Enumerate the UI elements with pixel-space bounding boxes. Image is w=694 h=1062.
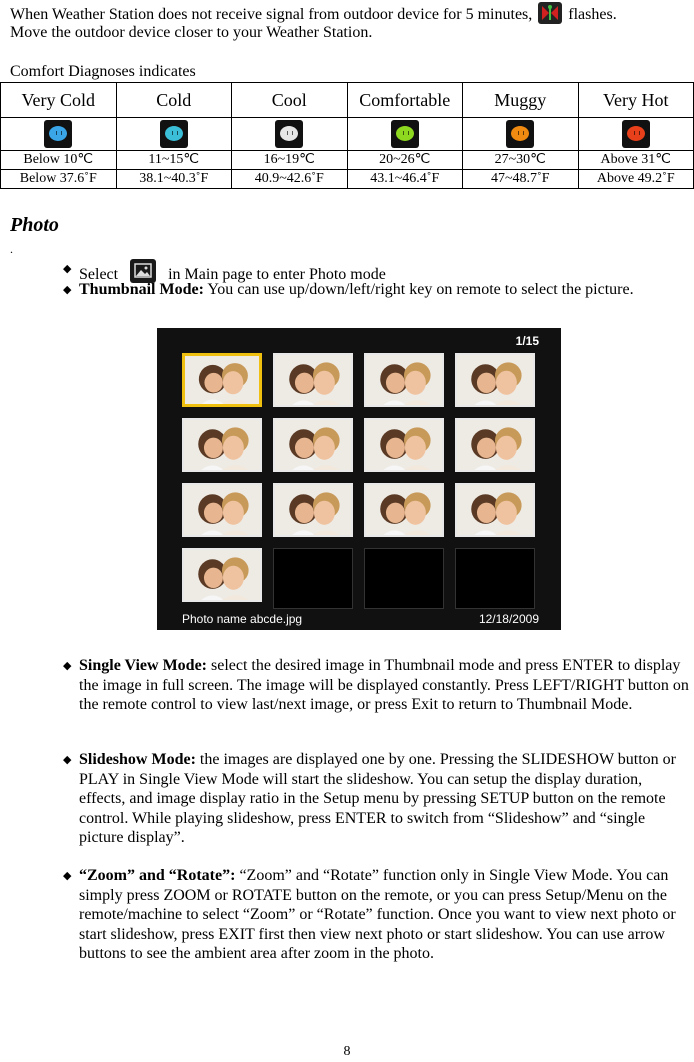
- slideshow-item: [79, 750, 691, 848]
- fahrenheit-cell: Above 49.2˚F: [578, 170, 694, 189]
- page-number: 8: [343, 1044, 351, 1059]
- select-after: in Main page to enter Photo mode: [168, 266, 386, 283]
- intro-text-before: When Weather Station does not receive signal from outdoor device for 5 minutes,: [10, 6, 533, 23]
- section-dot: .: [10, 242, 13, 256]
- single-view-title: Single View Mode:: [79, 657, 207, 674]
- thumbnail-screen: [157, 328, 561, 630]
- single-view-text: select the desired image in Thumbnail mode and press ENTER to display the image in full screen. The image will be displayed constantly. Press LEFT/RIGHT button on the remote control to view last/next image, or press Exit to return to Thumbnail Mode.: [79, 657, 689, 713]
- photo-thumbnail[interactable]: [182, 548, 262, 602]
- empty-thumbnail-slot[interactable]: [364, 548, 444, 609]
- photo-name: Photo name abcde.jpg: [182, 612, 303, 626]
- photo-date: 12/18/2009: [478, 612, 539, 626]
- outdoor-signal-icon: [538, 2, 562, 24]
- zoom-rotate-text: “Zoom” and “Rotate” function only in Single View Mode. You can simply press ZOOM or ROTATE button on the remote, or you can press Setup/Menu on the remote/machine to select “Zoom” or “Rotate” function. Once you want to view next photo or start slideshow, press EXIT first then view next photo or start slideshow. You can use arrow buttons to see the ambient area after zoom in the photo.: [79, 867, 676, 962]
- bullet-diamond-icon: ◆: [63, 263, 72, 275]
- photo-thumbnail[interactable]: [273, 418, 353, 472]
- header-comfortable: Comfortable: [347, 83, 463, 118]
- intro-text-after: flashes.: [568, 6, 617, 23]
- celsius-cell: 11~15℃: [116, 151, 232, 170]
- photo-counter: 1/15: [515, 334, 539, 348]
- photo-thumbnail[interactable]: [364, 483, 444, 537]
- comfort-icon-row: [1, 118, 694, 151]
- celsius-cell: 16~19℃: [232, 151, 348, 170]
- fahrenheit-cell: 47~48.7˚F: [463, 170, 579, 189]
- thumbnail-mode-item: [79, 280, 691, 300]
- photo-heading: Photo: [10, 214, 59, 236]
- photo-thumbnail[interactable]: [273, 483, 353, 537]
- empty-thumbnail-slot[interactable]: [455, 548, 535, 609]
- photo-thumbnail[interactable]: [364, 418, 444, 472]
- fahrenheit-cell: Below 37.6˚F: [1, 170, 117, 189]
- comfort-header-row: [1, 83, 694, 118]
- slideshow-title: Slideshow Mode:: [79, 751, 196, 768]
- header-cool: Cool: [232, 83, 348, 118]
- bullet-diamond-icon: ◆: [63, 754, 72, 766]
- cool-icon: [275, 120, 303, 148]
- fahrenheit-cell: 38.1~40.3˚F: [116, 170, 232, 189]
- photo-thumbnail[interactable]: [182, 353, 262, 407]
- comfort-table: [0, 82, 694, 189]
- celsius-cell: Above 31℃: [578, 151, 694, 170]
- slideshow-text: the images are displayed one by one. Pressing the SLIDESHOW button or PLAY in Single View Mode will start the slideshow. You can setup the display duration, effects, and image display ratio in the Setup menu by pressing SETUP button on the remote control. While playing slideshow, press ENTER to switch from “Slideshow” and “single picture display”.: [79, 751, 676, 846]
- header-cold: Cold: [116, 83, 232, 118]
- fahrenheit-row: [1, 170, 694, 189]
- celsius-row: [1, 151, 694, 170]
- header-very-cold: Very Cold: [1, 83, 117, 118]
- fahrenheit-cell: 43.1~46.4˚F: [347, 170, 463, 189]
- photo-thumbnail[interactable]: [455, 418, 535, 472]
- photo-thumbnail[interactable]: [182, 483, 262, 537]
- bullet-diamond-icon: ◆: [63, 284, 72, 296]
- fahrenheit-cell: 40.9~42.6˚F: [232, 170, 348, 189]
- bullet-diamond-icon: ◆: [63, 660, 72, 672]
- zoom-rotate-title: “Zoom” and “Rotate”:: [79, 867, 236, 884]
- bullet-diamond-icon: ◆: [63, 870, 72, 882]
- celsius-cell: Below 10℃: [1, 151, 117, 170]
- photo-thumbnail[interactable]: [455, 483, 535, 537]
- photo-thumbnail[interactable]: [182, 418, 262, 472]
- photo-thumbnail[interactable]: [455, 353, 535, 407]
- cold-icon: [160, 120, 188, 148]
- very-cold-icon: [44, 120, 72, 148]
- single-view-item: [79, 656, 691, 715]
- comfortable-icon: [391, 120, 419, 148]
- very-hot-icon: [622, 120, 650, 148]
- empty-thumbnail-slot[interactable]: [273, 548, 353, 609]
- celsius-cell: 27~30℃: [463, 151, 579, 170]
- intro-line-2: Move the outdoor device closer to your Weather Station.: [10, 24, 373, 41]
- header-very-hot: Very Hot: [578, 83, 694, 118]
- comfort-label: Comfort Diagnoses indicates: [10, 63, 196, 80]
- select-before: Select: [79, 266, 119, 283]
- intro-line-1: [10, 2, 694, 24]
- photo-thumbnail[interactable]: [273, 353, 353, 407]
- muggy-icon: [506, 120, 534, 148]
- photo-thumbnail[interactable]: [364, 353, 444, 407]
- header-muggy: Muggy: [463, 83, 579, 118]
- zoom-rotate-item: [79, 866, 691, 964]
- celsius-cell: 20~26℃: [347, 151, 463, 170]
- thumbnail-text: You can use up/down/left/right key on remote to select the picture.: [207, 281, 634, 298]
- thumbnail-title: Thumbnail Mode:: [79, 281, 204, 298]
